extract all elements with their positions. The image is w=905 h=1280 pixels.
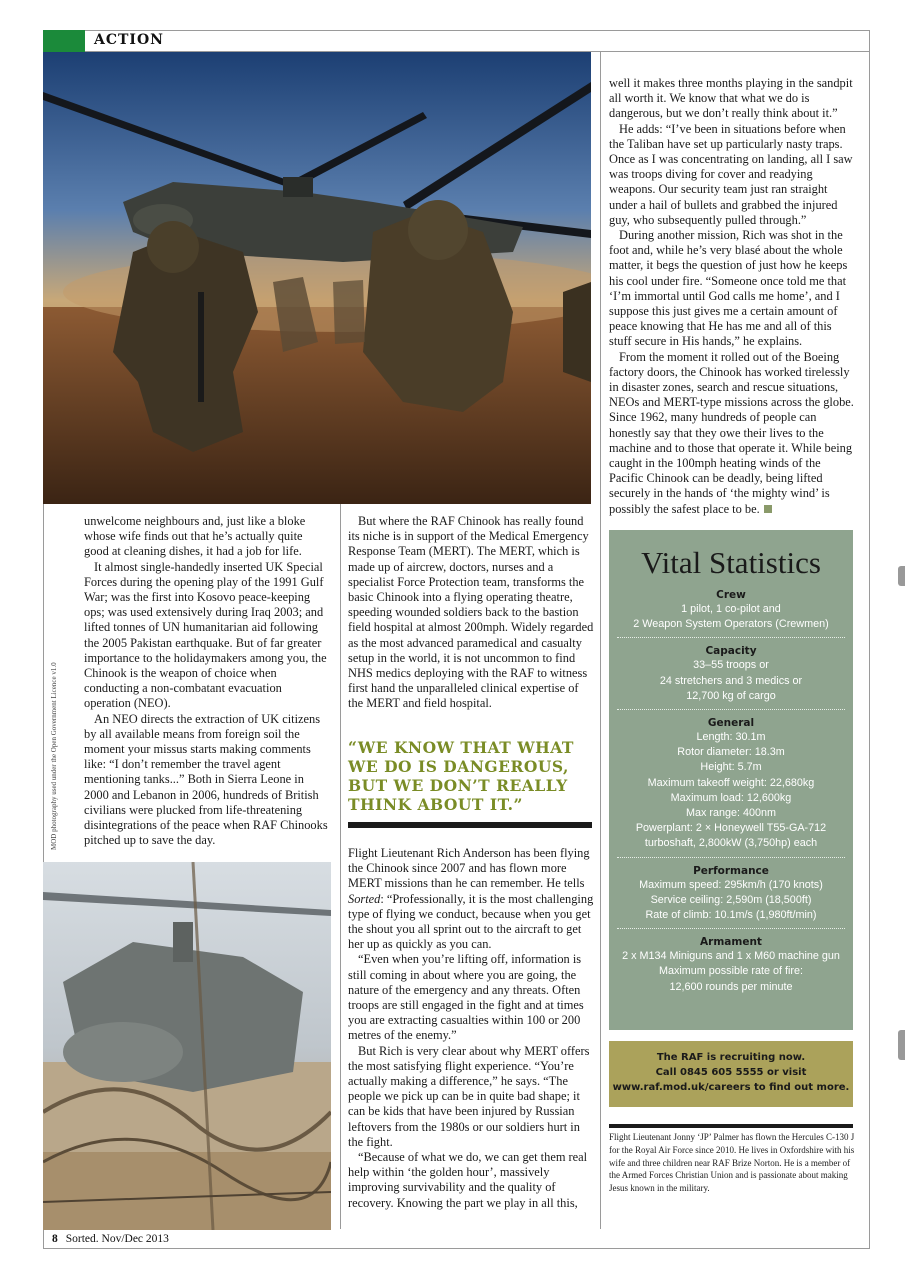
stats-line: Height: 5.7m: [700, 761, 762, 774]
author-bio: Flight Lieutenant Jonny ‘JP’ Palmer has flown the Hercules C-130 J for the Royal Air Force since 2010. He lives in Oxfordshire with his wife and three children near RAF Brize Norton. He is a member of the Armed Forces Christian Union and is passionate about making Jesus known in the military.: [609, 1132, 855, 1194]
stats-line: 12,700 kg of cargo: [686, 689, 776, 702]
article-column-2-bottom: [348, 846, 594, 1211]
pull-quote: “WE KNOW THAT WHAT WE DO IS DANGEROUS, BUT WE DON’T REALLY THINK ABOUT IT.”: [348, 738, 574, 814]
stats-sections: [609, 582, 853, 1000]
photo-chinook-razor-wire: [43, 862, 331, 1230]
article-column-1: [84, 514, 330, 848]
stats-line: Max range: 400nm: [685, 807, 777, 820]
issue-label: Sorted. Nov/Dec 2013: [65, 1233, 169, 1245]
stats-section: [617, 929, 845, 1000]
stats-line: turboshaft, 2,800kW (3,750hp) each: [644, 837, 818, 850]
paragraph: [348, 846, 594, 952]
text-run: Flight Lieutenant Rich Anderson has been flying the Chinook since 2007 and has flown more MERT missions than he can remember. He tells: [348, 846, 590, 891]
stats-section: [617, 710, 845, 858]
page-footer: [52, 1233, 169, 1245]
stats-heading: Capacity: [705, 645, 757, 658]
paragraph: “Even when you’re lifting off, information is still coming in about where you are going, the nature of the emergency and any threats. Often troops are still engaged in the fight and at times you are extracting casualties within 100 or 200 metres of the enemy.”: [348, 952, 584, 1043]
article-column-2-top: [348, 514, 594, 712]
paragraph: unwelcome neighbours and, just like a bloke whose wife finds out that he’s actually quite good at cleaning dishes, it had a job for life.: [84, 514, 306, 559]
stats-line: 2 Weapon System Operators (Crewmen): [633, 618, 829, 631]
article-column-3: [609, 76, 856, 517]
stats-line: 12,600 rounds per minute: [669, 980, 793, 993]
stats-line: Maximum possible rate of fire:: [658, 965, 803, 978]
text-run: From the moment it rolled out of the Boeing factory doors, the Chinook has worked tirelessly in disaster zones, search and rescue situations, NEOs and MERT-type missions across the globe. Since 1962, many hundreds of people can honestly say that they owe their lives to the machine and to those that operate it. While being caught in the 100mph heating winds of the Pacific Chinook can be deadly, being lifted securely in the hands of ‘the mighty wind’ is possibly the safest place to be.: [609, 349, 854, 516]
stats-section: [617, 858, 845, 930]
vital-statistics-box: [609, 530, 853, 1030]
column-rule-left: [340, 504, 341, 1229]
paragraph: But where the RAF Chinook has really found its niche is in support of the Medical Emergency Response Team (MERT). The MERT, which is made up of aircrew, doctors, nurses and a specialist Force Protection team, transforms the basic Chinook into a flying operating theatre, speeding wounded soldiers back to the bastion field hospital at almost 200mph. Widely regarded as the most advanced paramedical and casualty setup in the world, it is not uncommon to find NHS medics deploying with the RAF to witness first hand the unparalleled clinical expertise of the MERT and field hospital.: [348, 514, 594, 711]
stats-line: Length: 30.1m: [696, 731, 766, 744]
stats-heading: Performance: [693, 864, 769, 877]
header-bar: [43, 30, 870, 52]
stats-section: [617, 582, 845, 638]
recruit-line-1: The RAF is recruiting now.: [656, 1052, 806, 1063]
stats-heading: General: [707, 717, 755, 730]
recruit-line-2: Call 0845 605 5555 or visit: [655, 1067, 807, 1078]
stats-heading: Crew: [716, 589, 746, 601]
paragraph: An NEO directs the extraction of UK citizens by all available means from foreign soil the moment your missus starts making comments like: “I don’t remember the travel agent mentioning tanks...” Both in Sierra Leone in 2000 and Lebanon in 2006, hundreds of British civilians were plucked from life-threatening disintegrations of the peace when RAF Chinooks pitched up to save the day.: [84, 711, 328, 848]
bio-rule: [609, 1124, 853, 1128]
stats-line: Rate of climb: 10.1m/s (1,980ft/min): [645, 909, 817, 922]
stats-line: Maximum load: 12,600kg: [670, 791, 792, 804]
paragraph: “Because of what we do, we can get them real help within ‘the golden hour’, massively improving survivability and the quality of recovery. Knowing the part we play in all this,: [348, 1150, 588, 1210]
paragraph: [609, 350, 856, 517]
edge-mark: [898, 566, 905, 586]
stats-line: 2 x M134 Miniguns and 1 x M60 machine gun: [622, 950, 840, 963]
stats-line: Powerplant: 2 × Honeywell T55-GA-712: [635, 822, 827, 835]
section-color-tab: [43, 30, 85, 52]
paragraph: During another mission, Rich was shot in the foot and, while he’s very blasé about the whole matter, it begs the question of just how he keeps his cool under fire. “Someone once told me that ‘I’m immortal until God calls me home’, and I suppose this just gives me a certain amount of peace knowing that He has me and all of this stuff secure in His hands,” he explains.: [609, 228, 848, 349]
paragraph: But Rich is very clear about why MERT offers the most satisfying flight experience. “You’re actually making a difference,” he says. “The people we pick up can be in quite bad shape; it can be kids that have been injured by Russian leftovers from the 1980s or our soldiers hurt in the fight.: [348, 1043, 590, 1149]
stats-heading: Armament: [700, 936, 762, 949]
paragraph: It almost single-handedly inserted UK Special Forces during the opening play of the 1991 Gulf War; was the first into Kosovo peace-keeping ops; was used extensively during Iraq 2003; and lifted tonnes of UN humanitarian aid following the 2005 Pakistan earthquake. But of far greater importance to the holidaymakers among you, the Chinook is the weapon of choice when conducting a non-combatant evacuation operation (NEO).: [84, 559, 327, 711]
stats-line: Service ceiling: 2,590m (18,500ft): [650, 893, 812, 906]
stats-line: Rotor diameter: 18.3m: [677, 746, 785, 759]
end-mark-icon: [764, 505, 772, 513]
edge-mark: [898, 1030, 905, 1060]
stats-line: 1 pilot, 1 co-pilot and: [681, 603, 781, 615]
stats-line: Maximum takeoff weight: 22,680kg: [647, 776, 815, 789]
stats-title: Vital Statistics: [641, 545, 821, 580]
pull-quote-rule: [348, 822, 592, 828]
photo-chinook-soldiers: [43, 52, 591, 504]
recruiting-box: [609, 1041, 853, 1107]
stats-line: Maximum speed: 295km/h (170 knots): [639, 878, 823, 891]
section-label: ACTION: [94, 32, 164, 48]
magazine-name: Sorted: [348, 891, 381, 906]
stats-line: 24 stretchers and 3 medics or: [659, 674, 803, 687]
text-run: : “Professionally, it is the most challenging type of flying we conduct, because when you get the shout you all sprint out to the aircraft to get her up as quickly as you can.: [348, 891, 594, 952]
stats-line: 33–55 troops or: [693, 659, 769, 672]
page-number: 8: [52, 1233, 58, 1245]
column-rule-right: [600, 52, 601, 1229]
recruit-line-3: www.raf.mod.uk/careers to find out more.: [612, 1082, 850, 1093]
photo-credit: MOD photography used under the Open Government Licence v1.0: [50, 662, 58, 850]
paragraph: well it makes three months playing in the sandpit all worth it. We know that what we do is dangerous, but we don’t really think about it.”: [609, 76, 853, 121]
stats-section: [617, 638, 845, 710]
paragraph: He adds: “I’ve been in situations before when the Taliban have set up particularly nasty traps. Once as I was concentrating on landing, all I saw was troops diving for cover and readying weapons. Our security team just ran straight under a hail of bullets and grabbed the injured guy, who subsequently pulled through.”: [609, 121, 853, 227]
